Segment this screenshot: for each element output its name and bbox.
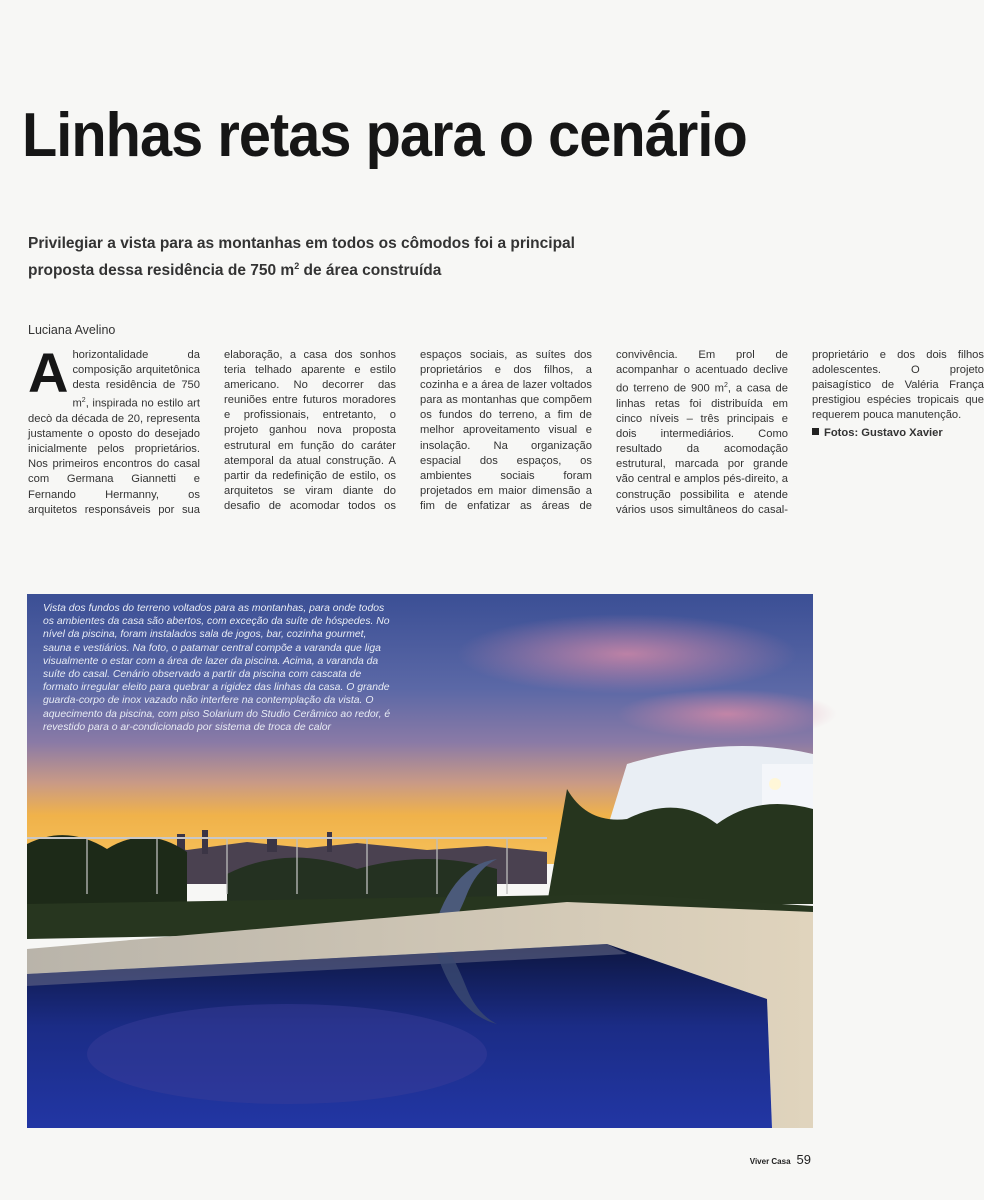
headline: Linhas retas para o cenário [22, 101, 747, 170]
body-text-1: horizontalidade da composição arquitetônica desta residência de 750 m [72, 349, 200, 411]
page-footer [750, 1152, 811, 1167]
magazine-name: Viver Casa [749, 1157, 791, 1166]
body-superscript-1: 2 [81, 397, 86, 405]
pink-cloud [457, 614, 797, 694]
standfirst-text: Privilegiar a vista para as montanhas em todos os cômodos foi a principal proposta dessa residência de 750 m [28, 235, 575, 280]
pink-cloud [617, 689, 837, 739]
photo-credit-text: Fotos: Gustavo Xavier [824, 427, 943, 440]
article-body [28, 341, 984, 518]
standfirst-text-end: de área construída [299, 262, 442, 280]
sky-reflection [87, 1004, 487, 1104]
standfirst [28, 233, 618, 282]
page-number: 59 [796, 1152, 811, 1167]
square-bullet-icon [812, 428, 819, 435]
railing-top [27, 837, 547, 839]
standfirst-superscript: 2 [294, 261, 300, 271]
body-text-2: , inspirada no estilo art decò da década de 20, representa justamente o oposto do desejado inicialmente pelos proprietários. Nos primeiros encontros do casal com Germana Giannetti e Fernando Hermanny, os arquitetos responsáveis por sua elaboração, a casa dos sonhos teria telhado aparente e estilo americano. No decorrer das reuniões entre futuros moradores e profissionais, entretanto, o projeto ganhou nova proposta estrutural em função do caráter atemporal da atual construção. A partir da redefinição de estilo, os arquitetos se viram diante do desafio de acomodar todos os espaços sociais, as suítes dos proprietários e dos filhos, a cozinha e a área de lazer voltados para as montanhas que compõem os fundos do terreno, a fim de melhor aproveitamento visual e insolação. Na organização espacial dos espaços, os ambientes sociais foram projetados em maior dimensão a fim de enfatizar as áreas de convivência. Em prol de acompanhar o acentuado declive do terreno de 900 m [28, 349, 788, 516]
byline: Luciana Avelino [28, 323, 116, 337]
photo-credit [812, 426, 984, 441]
body-text-3: , a casa de linhas retas foi distribuída em cinco níveis – três principais e dois intermediários. Como resultado da acomodação estrutural, marcada por grande vão central e amplos pés-direito, a construção possibilita e atende vários usos simultâneos do casal-proprietário e dos dois filhos adolescentes. O projeto paisagístico de Valéria França prestigiou espécies tropicais que requerem pouca manutenção. [616, 349, 984, 516]
dropcap: A [28, 341, 69, 404]
photo-caption: Vista dos fundos do terreno voltados para as montanhas, para onde todos os ambientes da casa são abertos, com exceção da suíte de hóspedes. No nível da piscina, foram instalados sala de jogos, bar, cozinha gourmet, sauna e vestiários. Na foto, o patamar central compõe a varanda que liga visualmente o estar com a área de lazer da piscina. Acima, a varanda da suíte do casal. Cenário observado a partir da piscina com cascata de formato irregular eleito para quebrar a rigidez das linhas da casa. O grande guarda-corpo de inox vazado não interfere na contemplação da vista. O aquecimento da piscina, com piso Solarium do Studio Cerâmico ao redor, é revestido para o ar-condicionado por sistema de troca de calor [43, 603, 391, 733]
pool-photo [27, 594, 813, 1128]
body-superscript-2: 2 [723, 382, 728, 390]
wall-light [769, 778, 781, 790]
